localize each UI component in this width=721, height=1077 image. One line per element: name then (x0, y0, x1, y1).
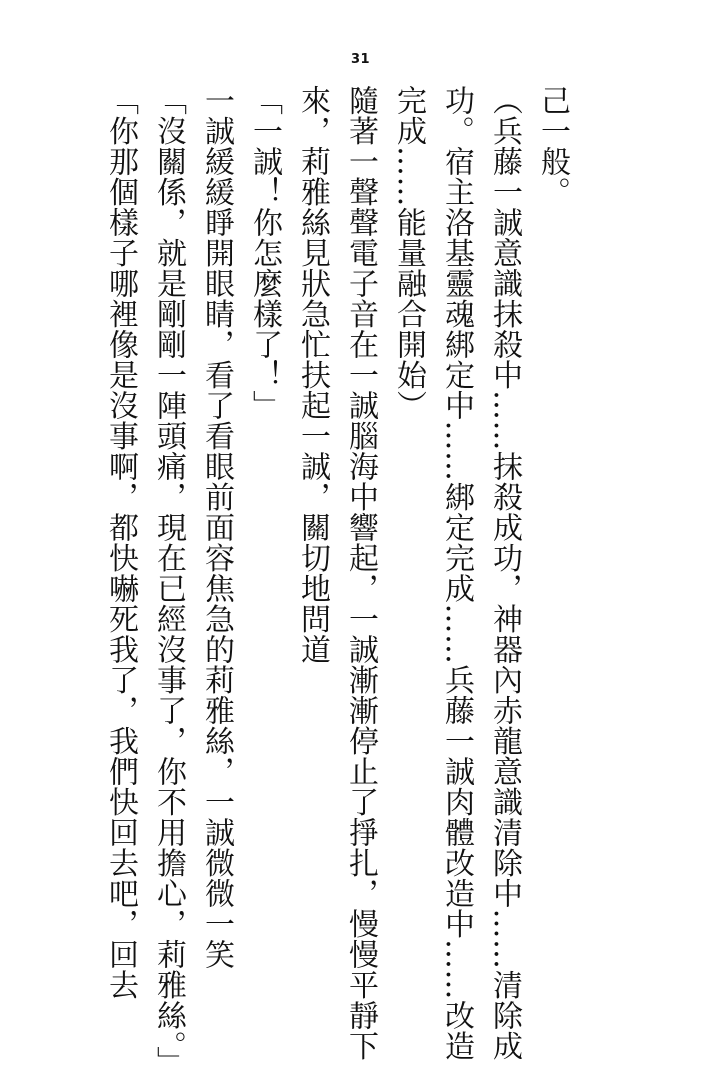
vertical-text-body (96, 85, 576, 1077)
text-column: （兵藤一誠意識抹殺中……抹殺成功，神器內赤龍意識清除中……清除成 (487, 85, 522, 1061)
text-column: 隨著一聲聲電子音在一誠腦海中響起，一誠漸漸停止了掙扎，慢慢平靜下 (343, 85, 378, 1061)
text-column: 完成……能量融合開始） (391, 85, 426, 421)
text-column: 功。宿主洛基靈魂綁定中……綁定完成……兵藤一誠肉體改造中……改造 (439, 85, 474, 1061)
text-column: 「一誠！你怎麼樣了！」 (247, 85, 282, 421)
text-column: 己一般。 (535, 85, 570, 207)
page-number: 31 (350, 52, 371, 67)
text-column: 來，莉雅絲見狀急忙扶起一誠，關切地問道 (295, 85, 330, 665)
text-column: 「你那個樣子哪裡像是沒事啊，都快嚇死我了，我們快回去吧，回去 (103, 85, 138, 1000)
text-column: 「沒關係，就是剛剛一陣頭痛，現在已經沒事了，你不用擔心，莉雅絲。」 (151, 85, 186, 1077)
text-column: 一誠緩緩睜開眼睛，看了看眼前面容焦急的莉雅絲，一誠微微一笑 (199, 85, 234, 970)
